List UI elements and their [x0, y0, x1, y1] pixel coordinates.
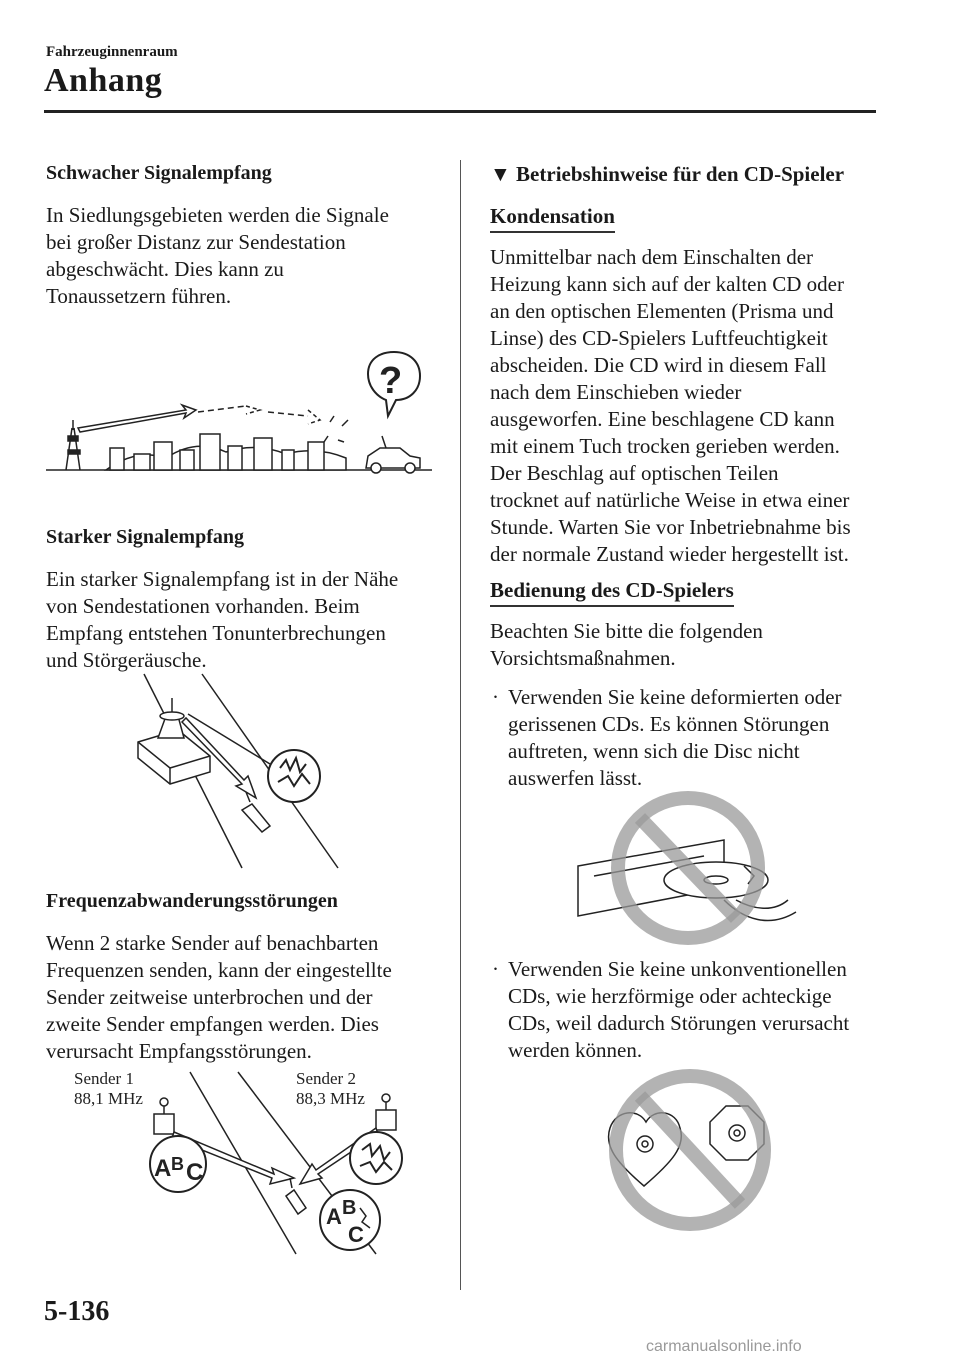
weak-signal-text: In Siedlungsgebieten werden die Signale bei großer Distanz zur Sendestation abgeschwächt. Dies kann zu Tonaussetzern führen.	[46, 203, 389, 308]
header-rule	[44, 110, 876, 113]
condensation-title: Kondensation	[490, 204, 615, 233]
svg-text:C: C	[348, 1222, 364, 1247]
strong-signal-text: Ein starker Signalempfang ist in der Nähe von Sendestationen vorhanden. Beim Empfang entstehen Tonunterbrechungen und Störgeräusche.	[46, 567, 399, 672]
weak-signal-illustration	[46, 350, 432, 475]
question-bubble-icon	[368, 352, 420, 416]
sender2-frequency: 88,3 MHz	[296, 1089, 365, 1108]
frequency-drift-text: Wenn 2 starke Sender auf benachbarten Frequenzen senden, kann der eingestellte Sender zeitweise unterbrochen und der zweite Sender empfangen werden. Dies verursacht Empfangsstörungen.	[46, 931, 392, 1063]
chapter-title: Anhang	[44, 62, 163, 99]
sender1-tower-icon	[154, 1098, 174, 1134]
sender2-name: Sender 2	[296, 1069, 356, 1088]
bullet-deformed-cds: · Verwenden Sie keine deformierten oder gerissenen CDs. Es können Störungen auftreten, wenn sich die Disc nicht auswerfen lässt.	[492, 685, 842, 790]
car-icon	[366, 436, 420, 473]
noise-bubble-icon	[350, 1132, 402, 1184]
frequency-drift-title: Frequenzabwanderungsstörungen	[46, 890, 338, 912]
sender1-name: Sender 1	[74, 1069, 134, 1088]
weak-signal-title: Schwacher Signalempfang	[46, 162, 272, 184]
strong-signal-illustration	[130, 672, 350, 872]
svg-text:B: B	[171, 1154, 184, 1174]
sender1-frequency: 88,1 MHz	[74, 1089, 143, 1108]
section-label: Fahrzeuginnenraum	[46, 44, 178, 60]
sender2-tower-icon	[376, 1094, 396, 1130]
strong-signal-title: Starker Signalempfang	[46, 526, 244, 548]
no-damaged-cd-illustration	[574, 788, 804, 948]
no-shaped-cd-illustration	[596, 1064, 786, 1244]
cd-section-heading: ▼ Betriebshinweise für den CD-Spieler	[490, 162, 845, 186]
transmitter-station-icon	[138, 698, 210, 784]
column-divider	[460, 160, 461, 1290]
heading-marker: ▼	[490, 162, 511, 186]
svg-text:B: B	[342, 1197, 357, 1219]
abc-bubble-icon	[150, 1136, 206, 1192]
frequency-drift-illustration	[70, 1066, 430, 1262]
svg-text:A: A	[154, 1155, 172, 1182]
cd-operation-title: Bedienung des CD-Spielers	[490, 578, 734, 607]
cd-operation-text: Beachten Sie bitte die folgenden Vorsichtsmaßnahmen.	[490, 619, 763, 670]
noise-bubble-icon	[268, 750, 320, 802]
condensation-text: Unmittelbar nach dem Einschalten der Heizung kann sich auf der kalten CD oder an den optischen Elementen (Prisma und Linse) des CD-Spielers Luftfeuchtigkeit abscheiden. Die CD wird in diesem Fall nach dem Einschieben wieder ausgeworfen. Eine beschlagene CD kann mit einem Tuch trocken gerieben werden. Der Beschlag auf optischen Teilen trocknet auf natürliche Weise in etwa einer Stunde. Warten Sie vor Inbetriebnahme bis der normale Zustand wieder hergestellt ist.	[490, 245, 851, 566]
mixed-signal-bubble-icon	[320, 1190, 380, 1250]
page-number: 5-136	[44, 1296, 110, 1327]
svg-text:A: A	[326, 1204, 342, 1229]
svg-text:?: ?	[379, 360, 403, 402]
svg-text:C: C	[186, 1159, 204, 1186]
watermark: carmanualsonline.info	[646, 1338, 802, 1355]
bullet-unconventional-cds: · Verwenden Sie keine unkonventionellen CDs, wie herzförmige oder achteckige CDs, weil dadurch Störungen verursacht werden können.	[492, 957, 850, 1062]
